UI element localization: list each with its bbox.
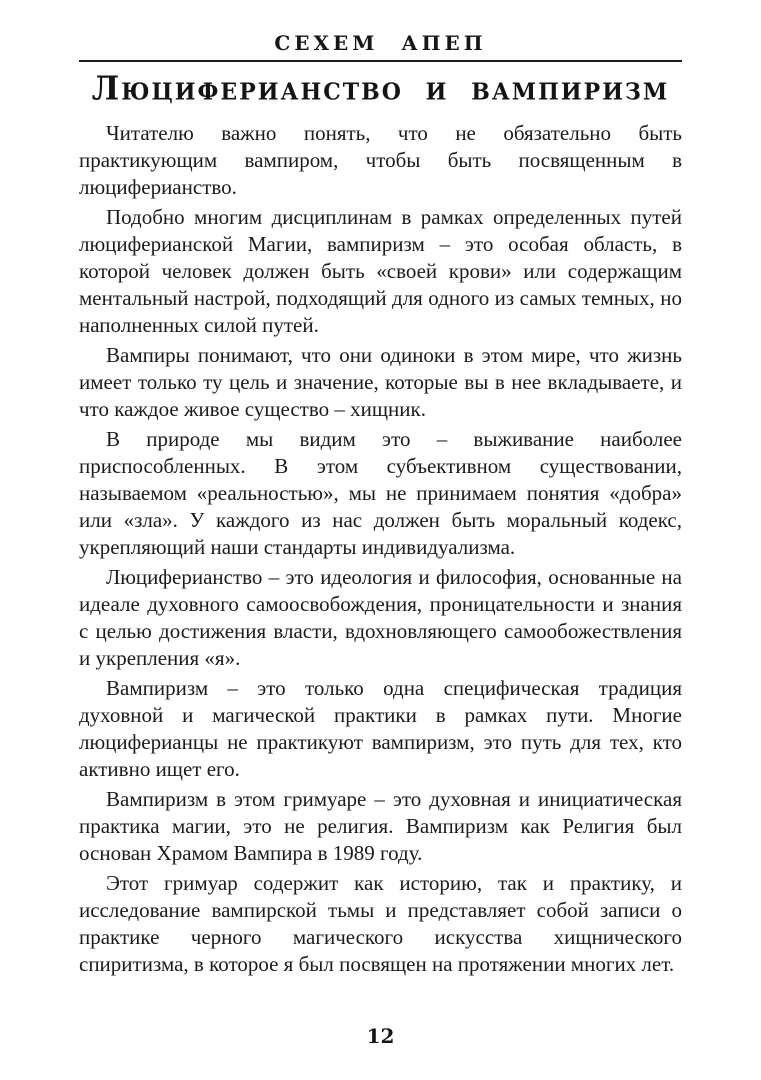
paragraph-5: Люциферианство – это идеология и философия, основанные на идеале духовного самоосвобождения, проницательности и знания с целью достижения власти, вдохновляющего самообожествления и укрепления «я». [79, 565, 682, 670]
paragraph-6: Вампиризм – это только одна специфическая традиция духовной и магической практики в рамках пути. Многие люциферианцы не практикуют вампиризм, это путь для тех, кто активно ищет его. [79, 676, 682, 781]
paragraph-7: Вампиризм в этом гримуаре – это духовная и инициатическая практика магии, это не религия. Вампиризм как Религия был основан Храмом Вампира в 1989 году. [79, 787, 682, 865]
running-head: СЕХЕМ АПЕП [274, 31, 487, 55]
body-text [79, 120, 682, 981]
paragraph-3: Вампиры понимают, что они одиноки в этом мире, что жизнь имеет только ту цель и значение, которые вы в нее вкладываете, и что каждое живое существо – хищник. [79, 343, 682, 421]
paragraph-8: Этот гримуар содержит как историю, так и практику, и исследование вампирской тьмы и представляет собой записи о практике черного магического искусства хищнического спиритизма, в которое я был посвящен на протяжении многих лет. [79, 871, 682, 976]
paragraph-4: В природе мы видим это – выживание наиболее приспособленных. В этом субъективном существовании, называемом «реальностью», мы не принимаем понятия «добра» или «зла». У каждого из нас должен быть моральный кодекс, укрепляющий наши стандарты индивидуализма. [79, 427, 682, 559]
paragraph-1: Читателю важно понять, что не обязательно быть практикующим вампиром, чтобы быть посвященным в люциферианство. [79, 121, 682, 199]
page-number: 12 [366, 1024, 395, 1048]
paragraph-2: Подобно многим дисциплинам в рамках определенных путей люциферианской Магии, вампиризм – это особая область, в которой человек должен быть «своей крови» или содержащим ментальный настрой, подходящий для одного из самых темных, но наполненных силой путей. [79, 205, 682, 337]
chapter-title: Люциферианство и вампиризм [91, 70, 670, 108]
header-rule [79, 60, 682, 62]
